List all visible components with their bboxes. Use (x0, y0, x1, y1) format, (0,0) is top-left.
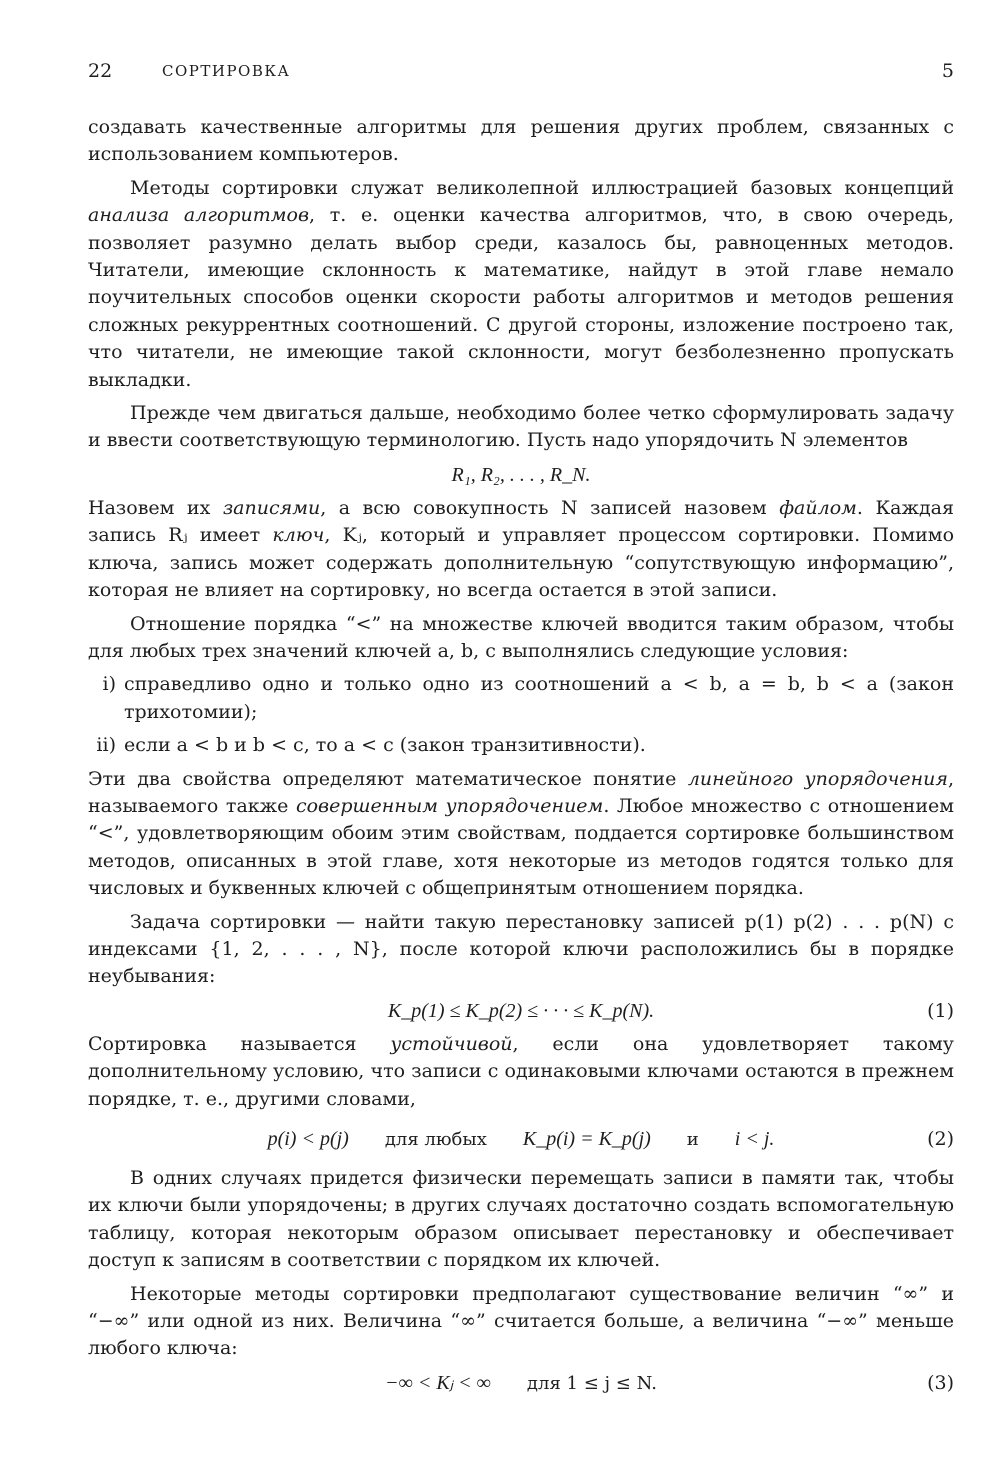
paragraph-7: Задача сортировки — найти такую перестановку записей p(1) p(2) . . . p(N) с индексами {1, 2, . . . , N}, после которой ключи расположились бы в порядке неубывания: (88, 910, 954, 988)
equation-records (88, 455, 954, 495)
paragraph-3: Прежде чем двигаться дальше, необходимо более четко сформулировать задачу и ввести соответствующую терминологию. Пусть надо упорядочить N элементов (88, 402, 954, 452)
p6-text-c: . Любое множество с отношением “<”, удовлетворяющим обоим этим свойствам, поддается сортировке большинством методов, описанных в этой главе, хотя некоторые из методов годятся только для числовых и буквенных ключей с общепринятым отношением порядка. (88, 794, 955, 900)
condition-item (88, 732, 954, 759)
equation-3-range: для 1 ≤ j ≤ N. (526, 1372, 657, 1394)
paragraph-5: Отношение порядка “<” на множестве ключей вводится таким образом, чтобы для любых трех значений ключей a, b, c выполнялись следующие условия: (88, 612, 954, 662)
conditions-list (88, 671, 954, 759)
equation-2-middle: K_p(i) = K_p(j) (522, 1128, 651, 1150)
equation-2 (88, 1119, 954, 1159)
records-formula: R₁, R₂, . . . , R_N. (451, 463, 591, 486)
p2-text-a: Методы сортировки служат великолепной иллюстрацией базовых концепций (130, 176, 954, 199)
equation-1 (88, 991, 954, 1031)
term-linear-ordering: линейного упорядочения (687, 767, 948, 790)
equation-2-for-any: для любых (384, 1129, 487, 1150)
condition-text: если a < b и b < c, то a < c (закон транзитивности). (124, 734, 646, 757)
p4-text-d: , Kⱼ, который и управляет процессом сортировки. Помимо ключа, запись может содержать дополнительную “сопутствующую информацию”, которая не влияет на сортировку, но всегда остается в этой записи. (88, 524, 955, 602)
equation-2-number: (2) (927, 1128, 954, 1150)
paragraph-8 (88, 1031, 954, 1113)
equation-1-number: (1) (927, 999, 954, 1022)
condition-text: справедливо одно и только одно из соотношений a < b, a = b, b < a (закон трихотомии); (124, 673, 954, 723)
paragraph-2 (88, 175, 954, 394)
term-total-ordering: совершенным упорядочением (295, 794, 604, 817)
term-stable: устойчивой (390, 1032, 513, 1055)
section-title: СОРТИРОВКА (162, 62, 291, 80)
page-number: 22 (88, 60, 113, 82)
term-key: ключ (272, 524, 325, 547)
equation-1-formula: K_p(1) ≤ K_p(2) ≤ · · · ≤ K_p(N). (387, 999, 655, 1022)
equation-2-left: p(i) < p(j) (267, 1128, 349, 1150)
p6-text-b: , называемого также (88, 767, 954, 817)
term-analysis-of-algorithms: анализа алгоритмов (88, 204, 310, 227)
equation-3-left: −∞ < Kⱼ < ∞ (385, 1371, 491, 1394)
paragraph-6 (88, 766, 954, 903)
running-head (88, 60, 954, 90)
p2-text-b: , т. е. оценки качества алгоритмов, что, в свою очередь, позволяет разумно делать выбор среди, казалось бы, равноценных методов. Читатели, имеющие склонность к математике, найдут в этой главе немало поучительных способов оценки скорости работы алгоритмов и методов решения сложных рекуррентных соотношений. С другой стороны, изложение построено так, что читатели, не имеющие такой склонности, могут безболезненно пропускать выкладки. (88, 204, 954, 391)
p4-text-a: Назовем их (88, 496, 223, 519)
condition-marker: ii) (96, 734, 116, 757)
chapter-number: 5 (941, 60, 954, 82)
p6-text-a: Эти два свойства определяют математическое понятие (88, 767, 688, 790)
paragraph-9: В одних случаях придется физически перемещать записи в памяти так, чтобы их ключи были упорядочены; в других случаях достаточно создать вспомогательную таблицу, которая некоторым образом описывает перестановку и обеспечивает доступ к записям в соответствии с порядком их ключей. (88, 1167, 954, 1272)
term-file: файлом (779, 496, 857, 519)
p4-text-c: . Каждая запись Rⱼ имеет (88, 496, 954, 547)
p4-text-b: , а всю совокупность N записей назовем (320, 496, 780, 519)
equation-2-right: i < j. (734, 1128, 775, 1150)
p8-text-b: , если она удовлетворяет такому дополнительному условию, что записи с одинаковыми ключами остаются в прежнем порядке, т. е., другими словами, (88, 1032, 954, 1110)
paragraph-10: Некоторые методы сортировки предполагают существование величин “∞” и “−∞” или одной из них. Величина “∞” считается больше, а величина “−∞” меньше любого ключа: (88, 1282, 954, 1360)
equation-2-and: и (686, 1129, 699, 1150)
term-records: записями (222, 496, 321, 519)
page-body (88, 114, 954, 1403)
equation-3-number: (3) (927, 1371, 954, 1394)
p8-text-a: Сортировка называется (88, 1032, 391, 1055)
paragraph-1: создавать качественные алгоритмы для решения других проблем, связанных с использованием компьютеров. (88, 116, 954, 166)
condition-item (88, 671, 954, 726)
condition-marker: i) (102, 673, 116, 696)
equation-3 (88, 1363, 954, 1403)
paragraph-4 (88, 495, 954, 605)
